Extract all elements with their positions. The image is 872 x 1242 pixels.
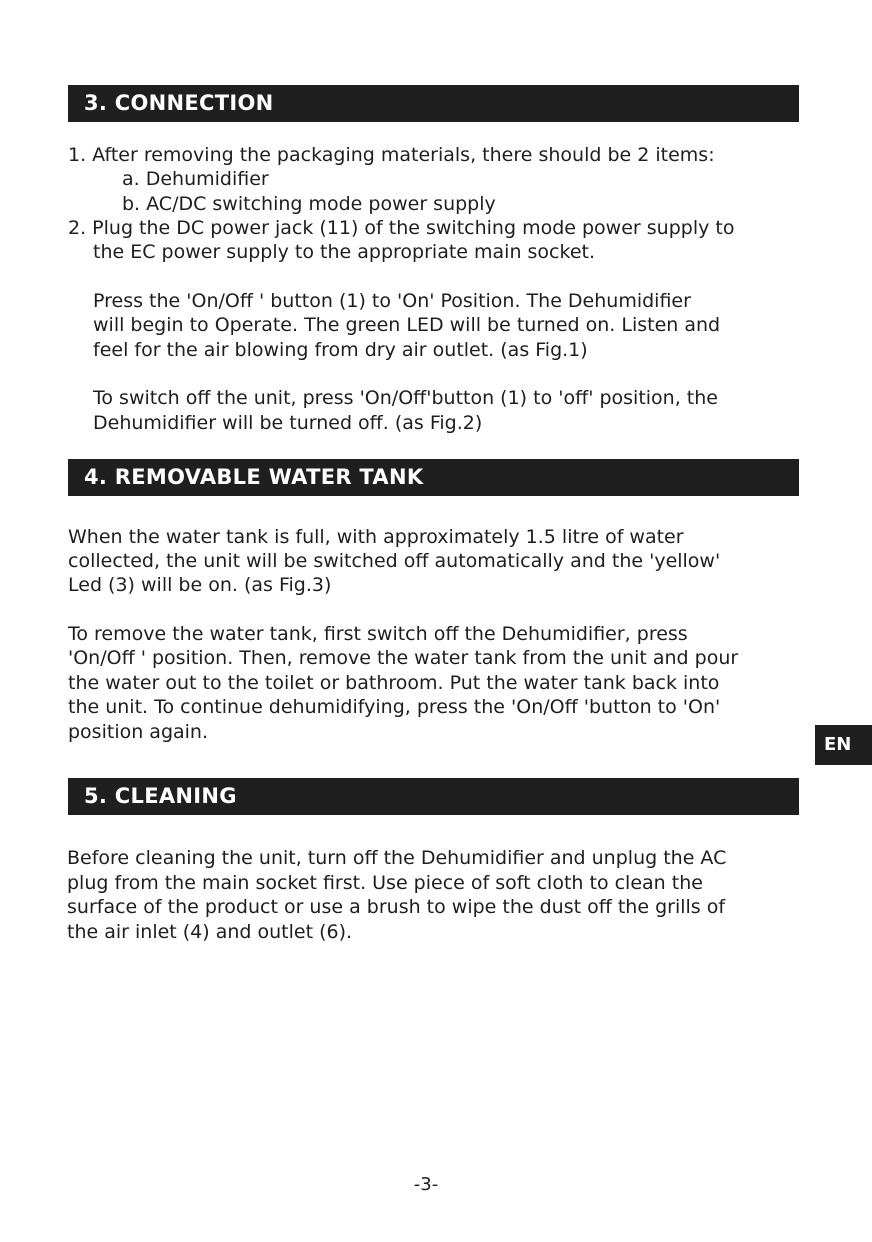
section-heading-connection: 3. CONNECTION <box>68 85 799 122</box>
page-number: -3- <box>413 1174 439 1195</box>
paragraph-line: feel for the air blowing from dry air outlet. (as Fig.1) <box>93 339 588 361</box>
section-heading-cleaning: 5. CLEANING <box>68 778 799 815</box>
paragraph-line: collected, the unit will be switched off automatically and the 'yellow' <box>68 550 721 572</box>
paragraph-line: To switch off the unit, press 'On/Off'button (1) to 'off' position, the <box>93 387 718 409</box>
paragraph-line: the unit. To continue dehumidifying, press the 'On/Off 'button to 'On' <box>68 696 721 718</box>
paragraph-line: the air inlet (4) and outlet (6). <box>67 921 353 943</box>
paragraph-line: plug from the main socket first. Use piece of soft cloth to clean the <box>67 872 703 894</box>
section-heading-water-tank: 4. REMOVABLE WATER TANK <box>68 459 799 496</box>
list-item-1a: a. Dehumidifier <box>122 168 269 190</box>
list-item-1b: b. AC/DC switching mode power supply <box>122 193 496 215</box>
paragraph-line: To remove the water tank, first switch off the Dehumidifier, press <box>68 623 688 645</box>
paragraph-line: When the water tank is full, with approximately 1.5 litre of water <box>68 526 684 548</box>
paragraph-line: Before cleaning the unit, turn off the Dehumidifier and unplug the AC <box>67 847 727 869</box>
list-item-2-cont: the EC power supply to the appropriate main socket. <box>93 241 595 263</box>
paragraph-line: will begin to Operate. The green LED will be turned on. Listen and <box>93 314 721 336</box>
paragraph-line: 'On/Off ' position. Then, remove the water tank from the unit and pour <box>68 647 739 669</box>
paragraph-line: Led (3) will be on. (as Fig.3) <box>68 574 332 596</box>
paragraph-line: Dehumidifier will be turned off. (as Fig.2) <box>93 412 483 434</box>
paragraph-line: surface of the product or use a brush to wipe the dust off the grills of <box>67 896 726 918</box>
paragraph-line: Press the 'On/Off ' button (1) to 'On' Position. The Dehumidifier <box>93 290 691 312</box>
list-item-1: 1. After removing the packaging materials, there should be 2 items: <box>68 144 715 166</box>
language-tab: EN <box>815 725 872 765</box>
list-item-2: 2. Plug the DC power jack (11) of the switching mode power supply to <box>68 217 735 239</box>
paragraph-line: position again. <box>68 721 209 743</box>
paragraph-line: the water out to the toilet or bathroom. Put the water tank back into <box>68 672 720 694</box>
